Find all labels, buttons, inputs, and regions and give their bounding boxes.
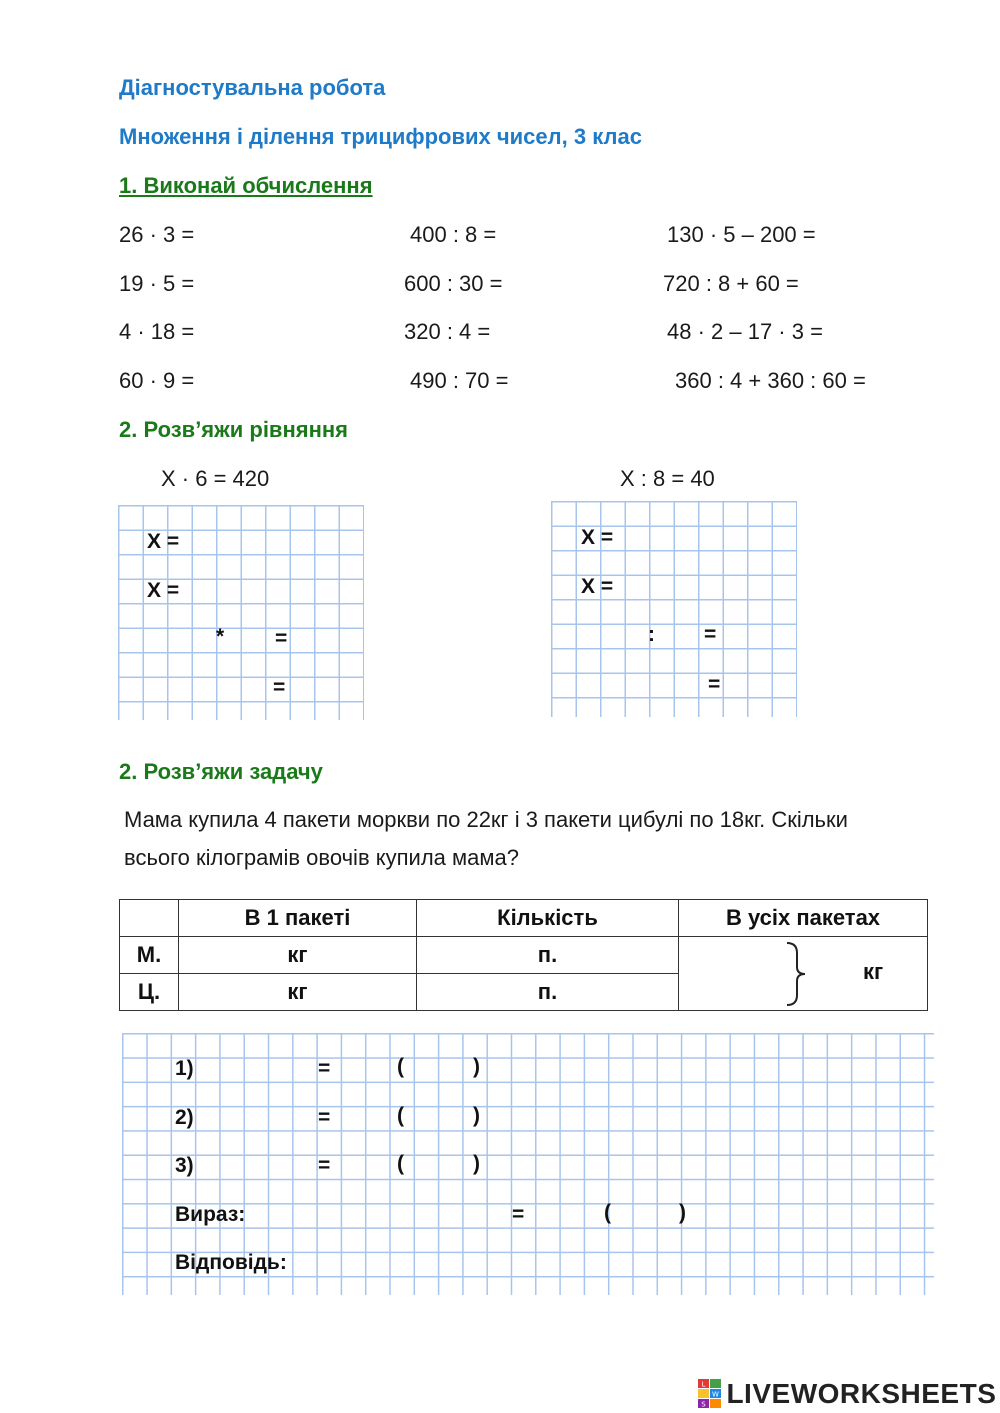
grid-equals: = <box>318 1154 331 1177</box>
table-header: В 1 пакеті <box>179 900 417 937</box>
expression: 19 · 5 = <box>119 271 195 296</box>
table-cell[interactable]: п. <box>417 974 679 1011</box>
grid-equals: = <box>704 623 717 646</box>
close-paren: ) <box>473 1055 480 1078</box>
step-number: 1) <box>175 1057 194 1080</box>
data-table <box>119 899 928 1011</box>
expression: 400 : 8 = <box>410 222 497 247</box>
grid-operator: * <box>216 625 225 648</box>
expression: 600 : 30 = <box>404 271 503 296</box>
expression-label: Вираз: <box>175 1203 246 1226</box>
worksheet-subtitle: Множення і ділення трицифрових чисел, 3 клас <box>119 124 642 149</box>
expression: 130 · 5 – 200 = <box>667 222 816 247</box>
table-header-row <box>120 900 928 937</box>
close-paren: ) <box>679 1201 686 1224</box>
expression: 720 : 8 + 60 = <box>663 271 799 296</box>
grid-x-label: Х = <box>581 575 614 598</box>
grid-equals: = <box>275 627 288 650</box>
open-paren: ( <box>397 1055 404 1078</box>
table-row <box>120 937 928 974</box>
grid-x-label: Х = <box>147 530 180 553</box>
grid-operator: : <box>648 623 655 646</box>
total-cell[interactable] <box>679 937 928 1011</box>
answer-grid-1[interactable] <box>118 505 364 720</box>
equation-2: Х : 8 = 40 <box>620 466 715 491</box>
problem-text-line-1: Мама купила 4 пакети моркви по 22кг і 3 пакети цибулі по 18кг. Скільки <box>124 807 848 832</box>
grid-equals: = <box>708 673 721 696</box>
table-header: В усіх пакетах <box>679 900 928 937</box>
solution-grid[interactable] <box>122 1033 934 1295</box>
equation-1: Х · 6 = 420 <box>161 466 270 491</box>
grid-equals: = <box>512 1203 525 1226</box>
liveworksheets-logo <box>698 1378 996 1410</box>
table-cell[interactable]: кг <box>179 937 417 974</box>
expression: 60 · 9 = <box>119 368 195 393</box>
expression: 26 · 3 = <box>119 222 195 247</box>
step-number: 2) <box>175 1106 194 1129</box>
open-paren: ( <box>397 1104 404 1127</box>
total-unit: кг <box>863 959 884 984</box>
expression: 360 : 4 + 360 : 60 = <box>675 368 866 393</box>
answer-grid-2[interactable] <box>551 501 797 717</box>
grid-equals: = <box>318 1057 331 1080</box>
close-paren: ) <box>473 1104 480 1127</box>
grid-x-label: Х = <box>581 526 614 549</box>
svg-text:S: S <box>701 1400 706 1409</box>
task3-heading: 2. Розв’яжи задачу <box>119 759 323 784</box>
grid-x-label: Х = <box>147 579 180 602</box>
expression: 490 : 70 = <box>410 368 509 393</box>
step-number: 3) <box>175 1154 194 1177</box>
logo-blocks-icon <box>698 1379 722 1409</box>
row-label: М. <box>120 937 179 974</box>
answer-label: Відповідь: <box>175 1251 287 1274</box>
logo-text: LIVEWORKSHEETS <box>726 1378 997 1409</box>
svg-text:W: W <box>712 1390 719 1399</box>
grid-equals: = <box>318 1106 331 1129</box>
task1-heading: 1. Виконай обчислення <box>119 173 373 198</box>
table-cell[interactable]: п. <box>417 937 679 974</box>
open-paren: ( <box>397 1152 404 1175</box>
grid-equals: = <box>273 676 286 699</box>
svg-text:L: L <box>701 1380 706 1389</box>
task2-heading: 2. Розв’яжи рівняння <box>119 417 348 442</box>
row-label: Ц. <box>120 974 179 1011</box>
right-brace-icon <box>785 941 807 1007</box>
expression: 48 · 2 – 17 · 3 = <box>667 319 823 344</box>
table-header <box>120 900 179 937</box>
worksheet-title: Діагностувальна робота <box>119 75 386 100</box>
expression: 320 : 4 = <box>404 319 491 344</box>
table-cell[interactable]: кг <box>179 974 417 1011</box>
open-paren: ( <box>604 1201 611 1224</box>
close-paren: ) <box>473 1152 480 1175</box>
problem-text-line-2: всього кілограмів овочів купила мама? <box>124 845 519 870</box>
expression: 4 · 18 = <box>119 319 195 344</box>
table-header: Кількість <box>417 900 679 937</box>
